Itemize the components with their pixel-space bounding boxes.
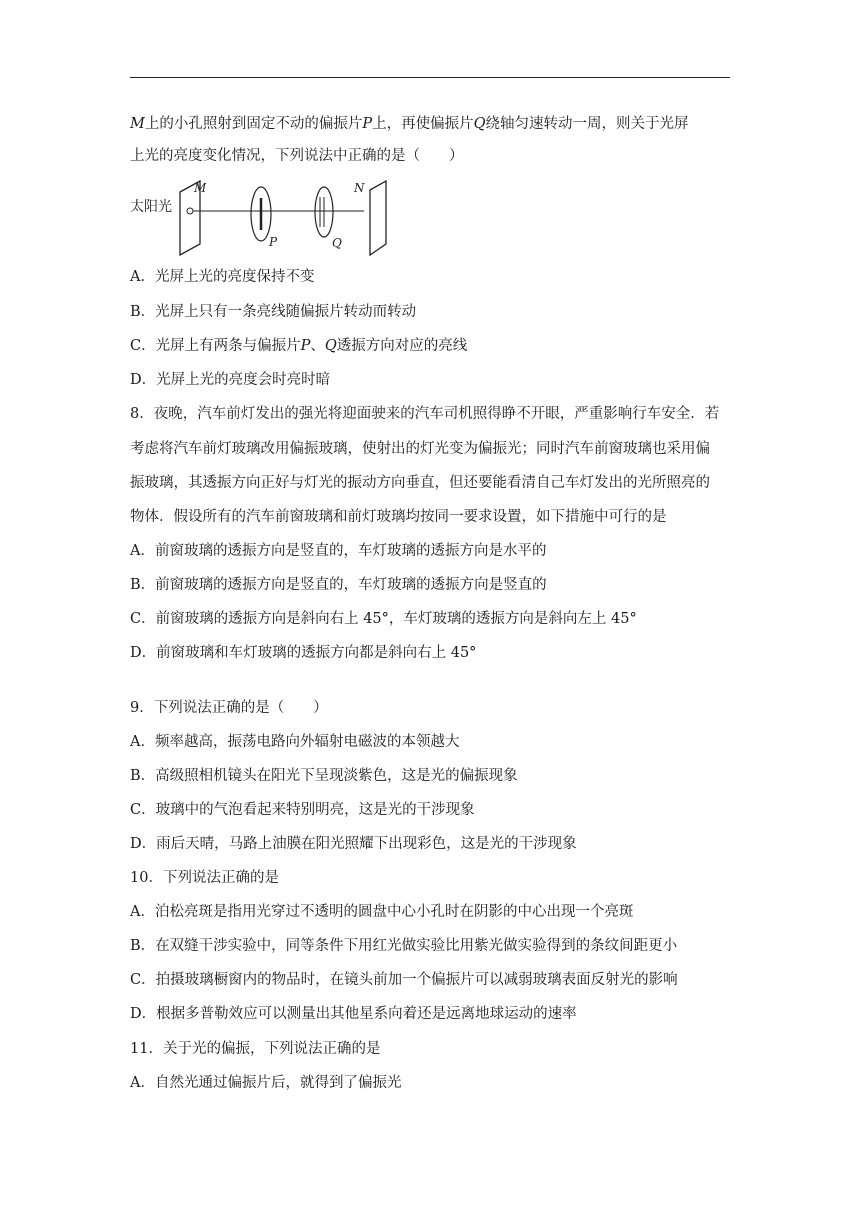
q10-option-d: D．根据多普勒效应可以测量出其他星系向着还是远离地球运动的速率 xyxy=(130,1006,577,1022)
option-text: C．光屏上有两条与偏振片 xyxy=(130,338,301,354)
q10-option-b: B．在双缝干涉实验中，同等条件下用红光做实验比用紫光做实验得到的条纹间距更小 xyxy=(130,938,678,954)
label-p: P xyxy=(362,116,373,132)
q8-stem-line-3: 振玻璃，其透振方向正好与灯光的振动方向垂直，但还要能看清自己车灯发出的光所照亮的 xyxy=(130,475,710,491)
p-label: P xyxy=(269,235,278,249)
option-text: 透振方向对应的亮线 xyxy=(336,338,468,354)
q8-option-a: A．前窗玻璃的透振方向是竖直的，车灯玻璃的透振方向是水平的 xyxy=(130,543,547,559)
intro-text: 绕轴匀速转动一周，则关于光屏 xyxy=(485,116,689,132)
q10-stem: 10．下列说法正确的是 xyxy=(130,870,279,886)
intro-text: 上，再使偏振片 xyxy=(372,116,474,132)
q11-option-a: A．自然光通过偏振片后，就得到了偏振光 xyxy=(130,1075,402,1091)
q10-option-c: C．拍摄玻璃橱窗内的物品时，在镜头前加一个偏振片可以减弱玻璃表面反射光的影响 xyxy=(130,972,678,988)
q9-option-c: C．玻璃中的气泡看起来特别明亮，这是光的干涉现象 xyxy=(130,802,475,818)
q7-option-c xyxy=(130,336,467,356)
q7-option-a: A．光屏上光的亮度保持不变 xyxy=(130,269,315,285)
label-q: Q xyxy=(473,116,486,132)
screen-n xyxy=(370,181,386,255)
q9-option-b: B．高级照相机镜头在阳光下呈现淡紫色，这是光的偏振现象 xyxy=(130,768,518,784)
q8-stem-line-4: 物体．假设所有的汽车前窗玻璃和前灯玻璃均按同一要求设置，如下措施中可行的是 xyxy=(130,509,667,525)
q8-stem-line-1: 8．夜晚，汽车前灯发出的强光将迎面驶来的汽车司机照得睁不开眼，严重影响行车安全．若 xyxy=(130,406,720,422)
q11-stem: 11．关于光的偏振，下列说法正确的是 xyxy=(130,1041,381,1057)
q10-option-a: A．泊松亮斑是指用光穿过不透明的圆盘中心小孔时在阴影的中心出现一个亮斑 xyxy=(130,904,634,920)
sun-label: 太阳光 xyxy=(130,199,172,215)
polarizer-figure xyxy=(128,176,408,260)
n-label: N xyxy=(354,181,365,195)
q9-stem: 9．下列说法正确的是（ ） xyxy=(130,700,328,716)
separator: 、 xyxy=(310,338,325,354)
intro-text: 上的小孔照射到固定不动的偏振片 xyxy=(144,116,363,132)
q8-stem-line-2: 考虑将汽车前灯玻璃改用偏振玻璃，使射出的灯光变为偏振光；同时汽车前窗玻璃也采用偏 xyxy=(130,441,710,457)
label-m: M xyxy=(130,116,145,132)
label-p: P xyxy=(300,338,311,354)
m-label: M xyxy=(194,181,207,195)
q-label: Q xyxy=(332,236,342,250)
intro-line-2: 上光的亮度变化情况，下列说法中正确的是（ ） xyxy=(130,148,464,164)
q9-option-a: A．频率越高，振荡电路向外辐射电磁波的本领越大 xyxy=(130,734,460,750)
q7-option-d: D．光屏上光的亮度会时亮时暗 xyxy=(130,372,331,388)
q7-option-b: B．光屏上只有一条亮线随偏振片转动而转动 xyxy=(130,304,417,320)
label-q: Q xyxy=(324,338,337,354)
header-rule xyxy=(130,77,730,78)
q9-option-d: D．雨后天晴，马路上油膜在阳光照耀下出现彩色，这是光的干涉现象 xyxy=(130,836,577,852)
q8-option-b: B．前窗玻璃的透振方向是竖直的，车灯玻璃的透振方向是竖直的 xyxy=(130,577,547,593)
q8-option-d: D．前窗玻璃和车灯玻璃的透振方向都是斜向右上 45° xyxy=(130,645,477,661)
q8-option-c: C．前窗玻璃的透振方向是斜向右上 45°，车灯玻璃的透振方向是斜向左上 45° xyxy=(130,611,637,627)
small-hole xyxy=(187,208,193,214)
intro-line-1 xyxy=(130,114,689,134)
